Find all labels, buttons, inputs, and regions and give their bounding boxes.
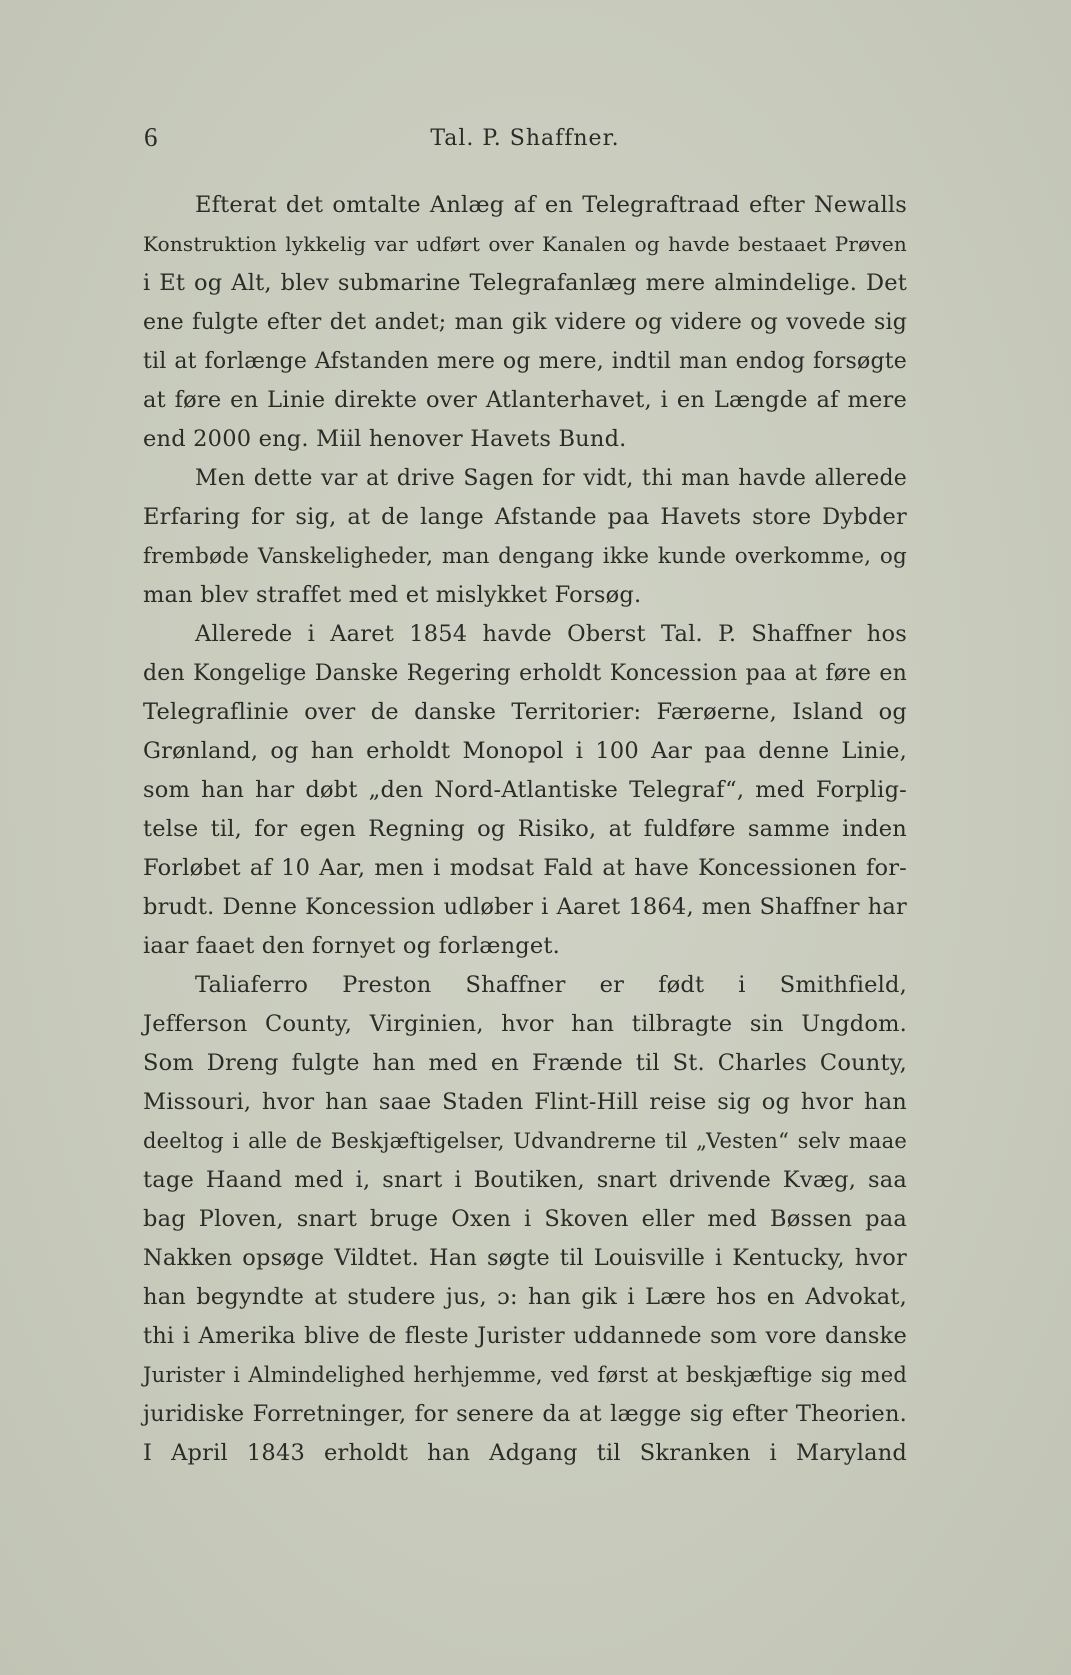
text-line: at føre en Linie direkte over Atlanterhavet, i en Længde af mere — [143, 387, 907, 413]
text-line: iaar faaet den fornyet og forlænget. — [143, 933, 560, 959]
text-line: Som Dreng fulgte han med en Frænde til St. Charles County, — [143, 1050, 907, 1076]
text-line: Taliaferro Preston Shaffner er født i Smithfield, — [195, 972, 907, 998]
page-header — [144, 122, 906, 158]
text-line: Jurister i Almindelighed herhjemme, ved først at beskjæftige sig med — [143, 1363, 907, 1387]
text-line: bag Ploven, snart bruge Oxen i Skoven eller med Bøssen paa — [143, 1206, 907, 1232]
text-line: man blev straffet med et mislykket Forsøg. — [143, 582, 642, 608]
running-head: Tal. P. Shaffner. — [430, 126, 620, 151]
text-line: ene fulgte efter det andet; man gik videre og videre og vovede sig — [143, 310, 907, 335]
page-number: 6 — [144, 122, 158, 152]
text-line: brudt. Denne Koncession udløber i Aaret 1864, men Shaffner har — [143, 894, 907, 920]
text-line: Forløbet af 10 Aar, men i modsat Fald at have Koncessionen for- — [143, 855, 907, 881]
text-line: juridiske Forretninger, for senere da at lægge sig efter Theorien. — [143, 1401, 907, 1427]
text-line: den Kongelige Danske Regering erholdt Koncession paa at føre en — [143, 661, 907, 686]
text-line: Allerede i Aaret 1854 havde Oberst Tal. P. Shaffner hos — [195, 621, 907, 647]
text-line: tage Haand med i, snart i Boutiken, snart drivende Kvæg, saa — [143, 1167, 907, 1193]
text-line: deeltog i alle de Beskjæftigelser, Udvandrerne til „Vesten“ selv maae — [143, 1129, 907, 1153]
text-line: til at forlænge Afstanden mere og mere, indtil man endog forsøgte — [143, 349, 907, 374]
text-line: Men dette var at drive Sagen for vidt, thi man havde allerede — [195, 466, 907, 491]
text-line: Nakken opsøge Vildtet. Han søgte til Louisville i Kentucky, hvor — [143, 1245, 907, 1271]
text-line: Erfaring for sig, at de lange Afstande paa Havets store Dybder — [143, 504, 907, 530]
text-line: som han har døbt „den Nord-Atlantiske Telegraf“, med Forplig- — [143, 777, 907, 803]
text-line: Telegraflinie over de danske Territorier: Færøerne, Island og — [143, 699, 907, 725]
text-line: han begyndte at studere jus, ɔ: han gik i Lære hos en Advokat, — [143, 1284, 907, 1310]
text-line: i Et og Alt, blev submarine Telegrafanlæg mere almindelige. Det — [143, 270, 907, 296]
text-line: I April 1843 erholdt han Adgang til Skranken i Maryland — [143, 1440, 907, 1466]
text-line: Grønland, og han erholdt Monopol i 100 Aar paa denne Linie, — [143, 738, 907, 764]
text-line: frembøde Vanskeligheder, man dengang ikke kunde overkomme, og — [143, 544, 907, 569]
body-text — [143, 186, 907, 1473]
text-line: Jefferson County, Virginien, hvor han tilbragte sin Ungdom. — [143, 1011, 907, 1037]
text-line: end 2000 eng. Miil henover Havets Bund. — [143, 426, 627, 452]
text-line: thi i Amerika blive de fleste Jurister uddannede som vore danske — [143, 1323, 907, 1349]
text-line: telse til, for egen Regning og Risiko, at fuldføre samme inden — [143, 816, 907, 842]
text-line: Efterat det omtalte Anlæg af en Telegraftraad efter Newalls — [195, 192, 907, 218]
text-line: Konstruktion lykkelig var udført over Kanalen og havde bestaaet Prøven — [143, 232, 907, 256]
text-line: Missouri, hvor han saae Staden Flint-Hill reise sig og hvor han — [143, 1089, 907, 1115]
